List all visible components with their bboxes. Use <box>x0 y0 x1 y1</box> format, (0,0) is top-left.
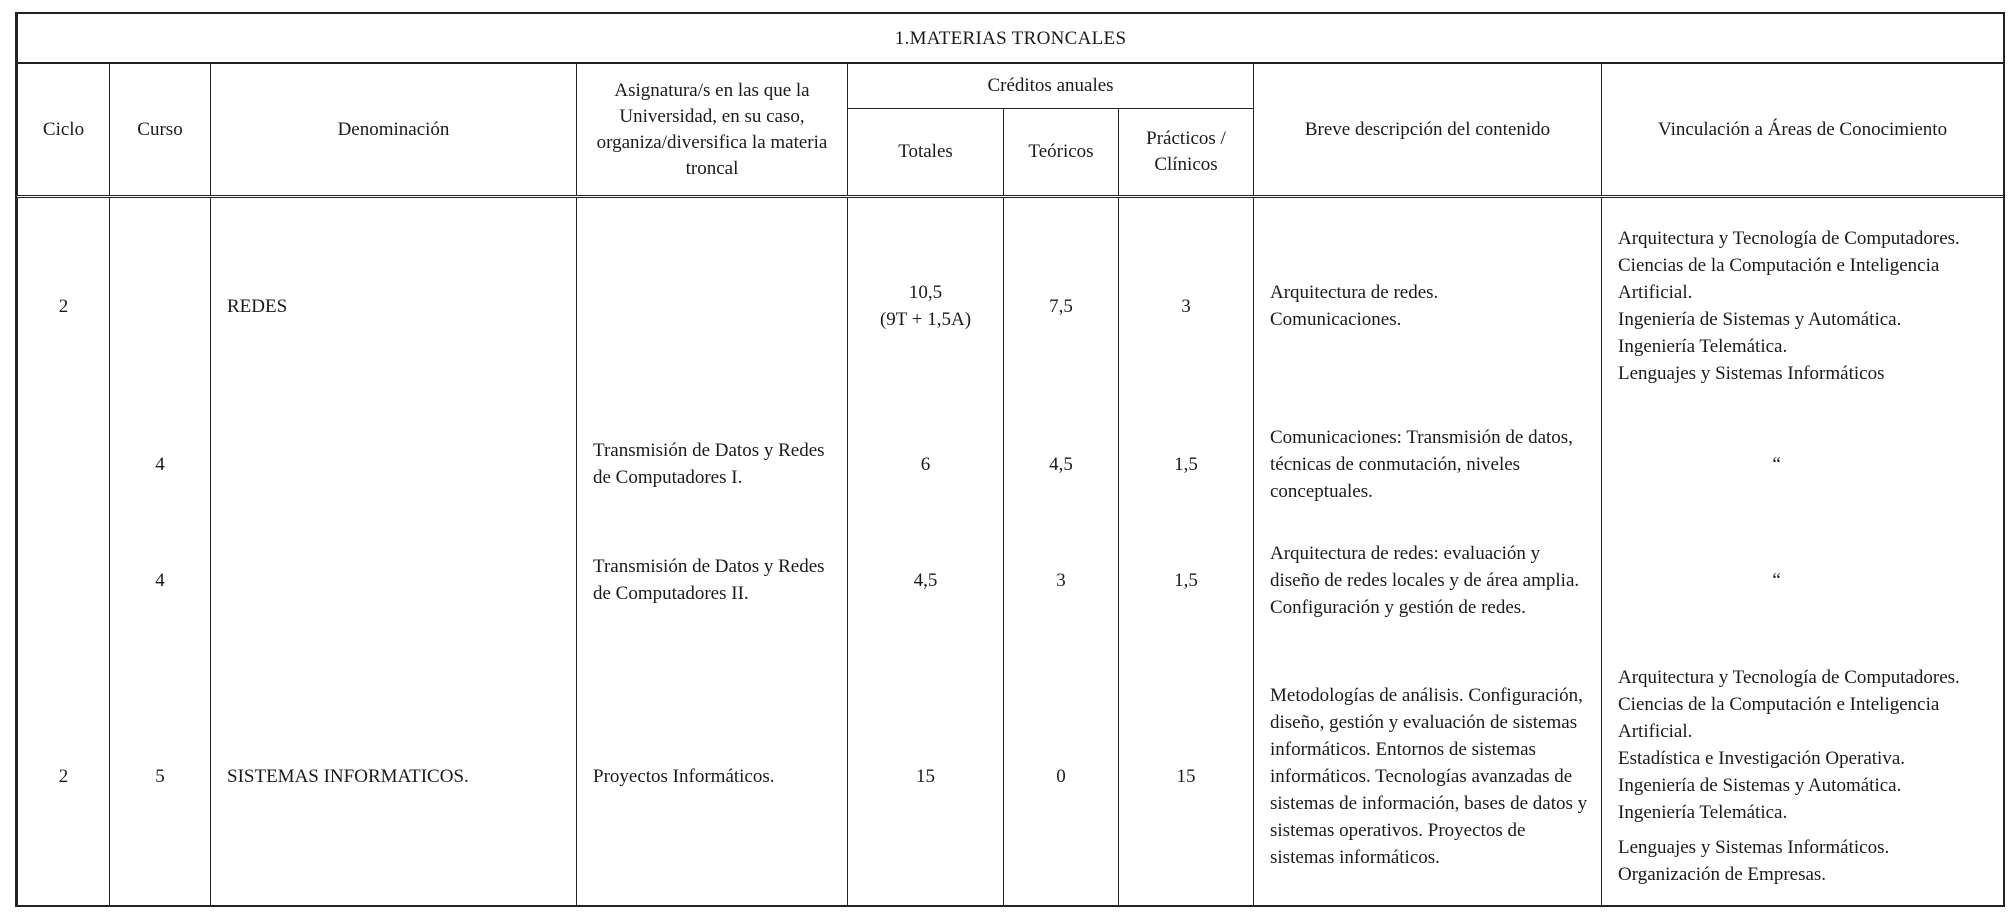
cell-denominacion <box>211 414 577 514</box>
cell-ciclo <box>18 414 110 514</box>
cell-curso <box>110 197 211 415</box>
totales-note: (9T + 1,5A) <box>879 309 972 330</box>
cell-practicos: 1,5 <box>1119 514 1254 646</box>
cell-ciclo <box>18 514 110 646</box>
cell-teoricos: 0 <box>1004 646 1119 907</box>
cell-vinculacion <box>1602 414 2004 514</box>
area-item: Lenguajes y Sistemas Informáticos. <box>1618 837 1890 858</box>
materias-table <box>17 14 2004 907</box>
header-teoricos: Teóricos <box>1004 109 1119 197</box>
cell-asignatura: Transmisión de Datos y Redes de Computadores I. <box>577 414 848 514</box>
header-asignatura: Asignatura/s en las que la Universidad, en su caso, organiza/diversifica la materia troncal <box>577 63 848 197</box>
table-row <box>18 414 2004 514</box>
header-totales: Totales <box>848 109 1004 197</box>
materias-troncales-sheet <box>15 12 2005 907</box>
cell-asignatura: Proyectos Informáticos. <box>577 646 848 907</box>
area-item: Ingeniería de Sistemas y Automática. <box>1618 775 1902 796</box>
cell-ciclo: 2 <box>18 646 110 907</box>
ditto-mark: “ <box>1772 569 1781 591</box>
cell-practicos: 1,5 <box>1119 414 1254 514</box>
descripcion-line: Arquitectura de redes. <box>1270 282 1439 303</box>
cell-vinculacion <box>1602 646 2004 907</box>
cell-totales: 4,5 <box>848 514 1004 646</box>
area-item: Lenguajes y Sistemas Informáticos <box>1618 363 1885 384</box>
cell-asignatura <box>577 197 848 415</box>
cell-practicos: 3 <box>1119 197 1254 415</box>
cell-teoricos: 7,5 <box>1004 197 1119 415</box>
cell-curso: 5 <box>110 646 211 907</box>
table-row <box>18 197 2004 415</box>
cell-denominacion <box>211 514 577 646</box>
cell-vinculacion <box>1602 197 2004 415</box>
cell-teoricos: 3 <box>1004 514 1119 646</box>
cell-totales: 6 <box>848 414 1004 514</box>
header-vinculacion: Vinculación a Áreas de Conocimiento <box>1602 63 2004 197</box>
cell-descripcion <box>1254 197 1602 415</box>
totales-value: 10,5 <box>908 282 943 303</box>
area-item: Arquitectura y Tecnología de Computadores. <box>1618 667 1960 688</box>
area-item: Organización de Empresas. <box>1618 864 1827 885</box>
cell-vinculacion <box>1602 514 2004 646</box>
cell-descripcion: Comunicaciones: Transmisión de datos, técnicas de conmutación, niveles conceptuales. <box>1254 414 1602 514</box>
area-item: Ciencias de la Computación e Inteligencia Artificial. <box>1618 694 1940 742</box>
cell-denominacion: REDES <box>211 197 577 415</box>
ditto-mark: “ <box>1772 453 1781 475</box>
header-ciclo: Ciclo <box>18 63 110 197</box>
area-item: Arquitectura y Tecnología de Computadores. <box>1618 228 1960 249</box>
cell-ciclo: 2 <box>18 197 110 415</box>
header-descripcion: Breve descripción del contenido <box>1254 63 1602 197</box>
cell-curso: 4 <box>110 414 211 514</box>
table-title: 1.MATERIAS TRONCALES <box>18 14 2004 63</box>
cell-descripcion: Metodologías de análisis. Configuración, diseño, gestión y evaluación de sistemas informáticos. Entornos de sistemas informáticos. Tecnologías avanzadas de sistemas de información, bases de datos y sistemas operativos. Proyectos de sistemas informáticos. <box>1254 646 1602 907</box>
header-denominacion: Denominación <box>211 63 577 197</box>
header-curso: Curso <box>110 63 211 197</box>
cell-totales <box>848 197 1004 415</box>
area-item: Ingeniería Telemática. <box>1618 802 1788 823</box>
header-creditos-anuales: Créditos anuales <box>848 63 1254 109</box>
cell-denominacion: SISTEMAS INFORMATICOS. <box>211 646 577 907</box>
table-row <box>18 514 2004 646</box>
cell-asignatura: Transmisión de Datos y Redes de Computadores II. <box>577 514 848 646</box>
header-practicos: Prácticos / Clínicos <box>1119 109 1254 197</box>
table-row <box>18 646 2004 907</box>
area-item: Ingeniería Telemática. <box>1618 336 1788 357</box>
cell-totales: 15 <box>848 646 1004 907</box>
area-item: Estadística e Investigación Operativa. <box>1618 748 1906 769</box>
cell-descripcion: Arquitectura de redes: evaluación y diseño de redes locales y de área amplia. Configuración y gestión de redes. <box>1254 514 1602 646</box>
area-item: Ingeniería de Sistemas y Automática. <box>1618 309 1902 330</box>
cell-practicos: 15 <box>1119 646 1254 907</box>
cell-teoricos: 4,5 <box>1004 414 1119 514</box>
descripcion-line: Comunicaciones. <box>1270 309 1402 330</box>
area-item: Ciencias de la Computación e Inteligencia Artificial. <box>1618 255 1940 303</box>
cell-curso: 4 <box>110 514 211 646</box>
